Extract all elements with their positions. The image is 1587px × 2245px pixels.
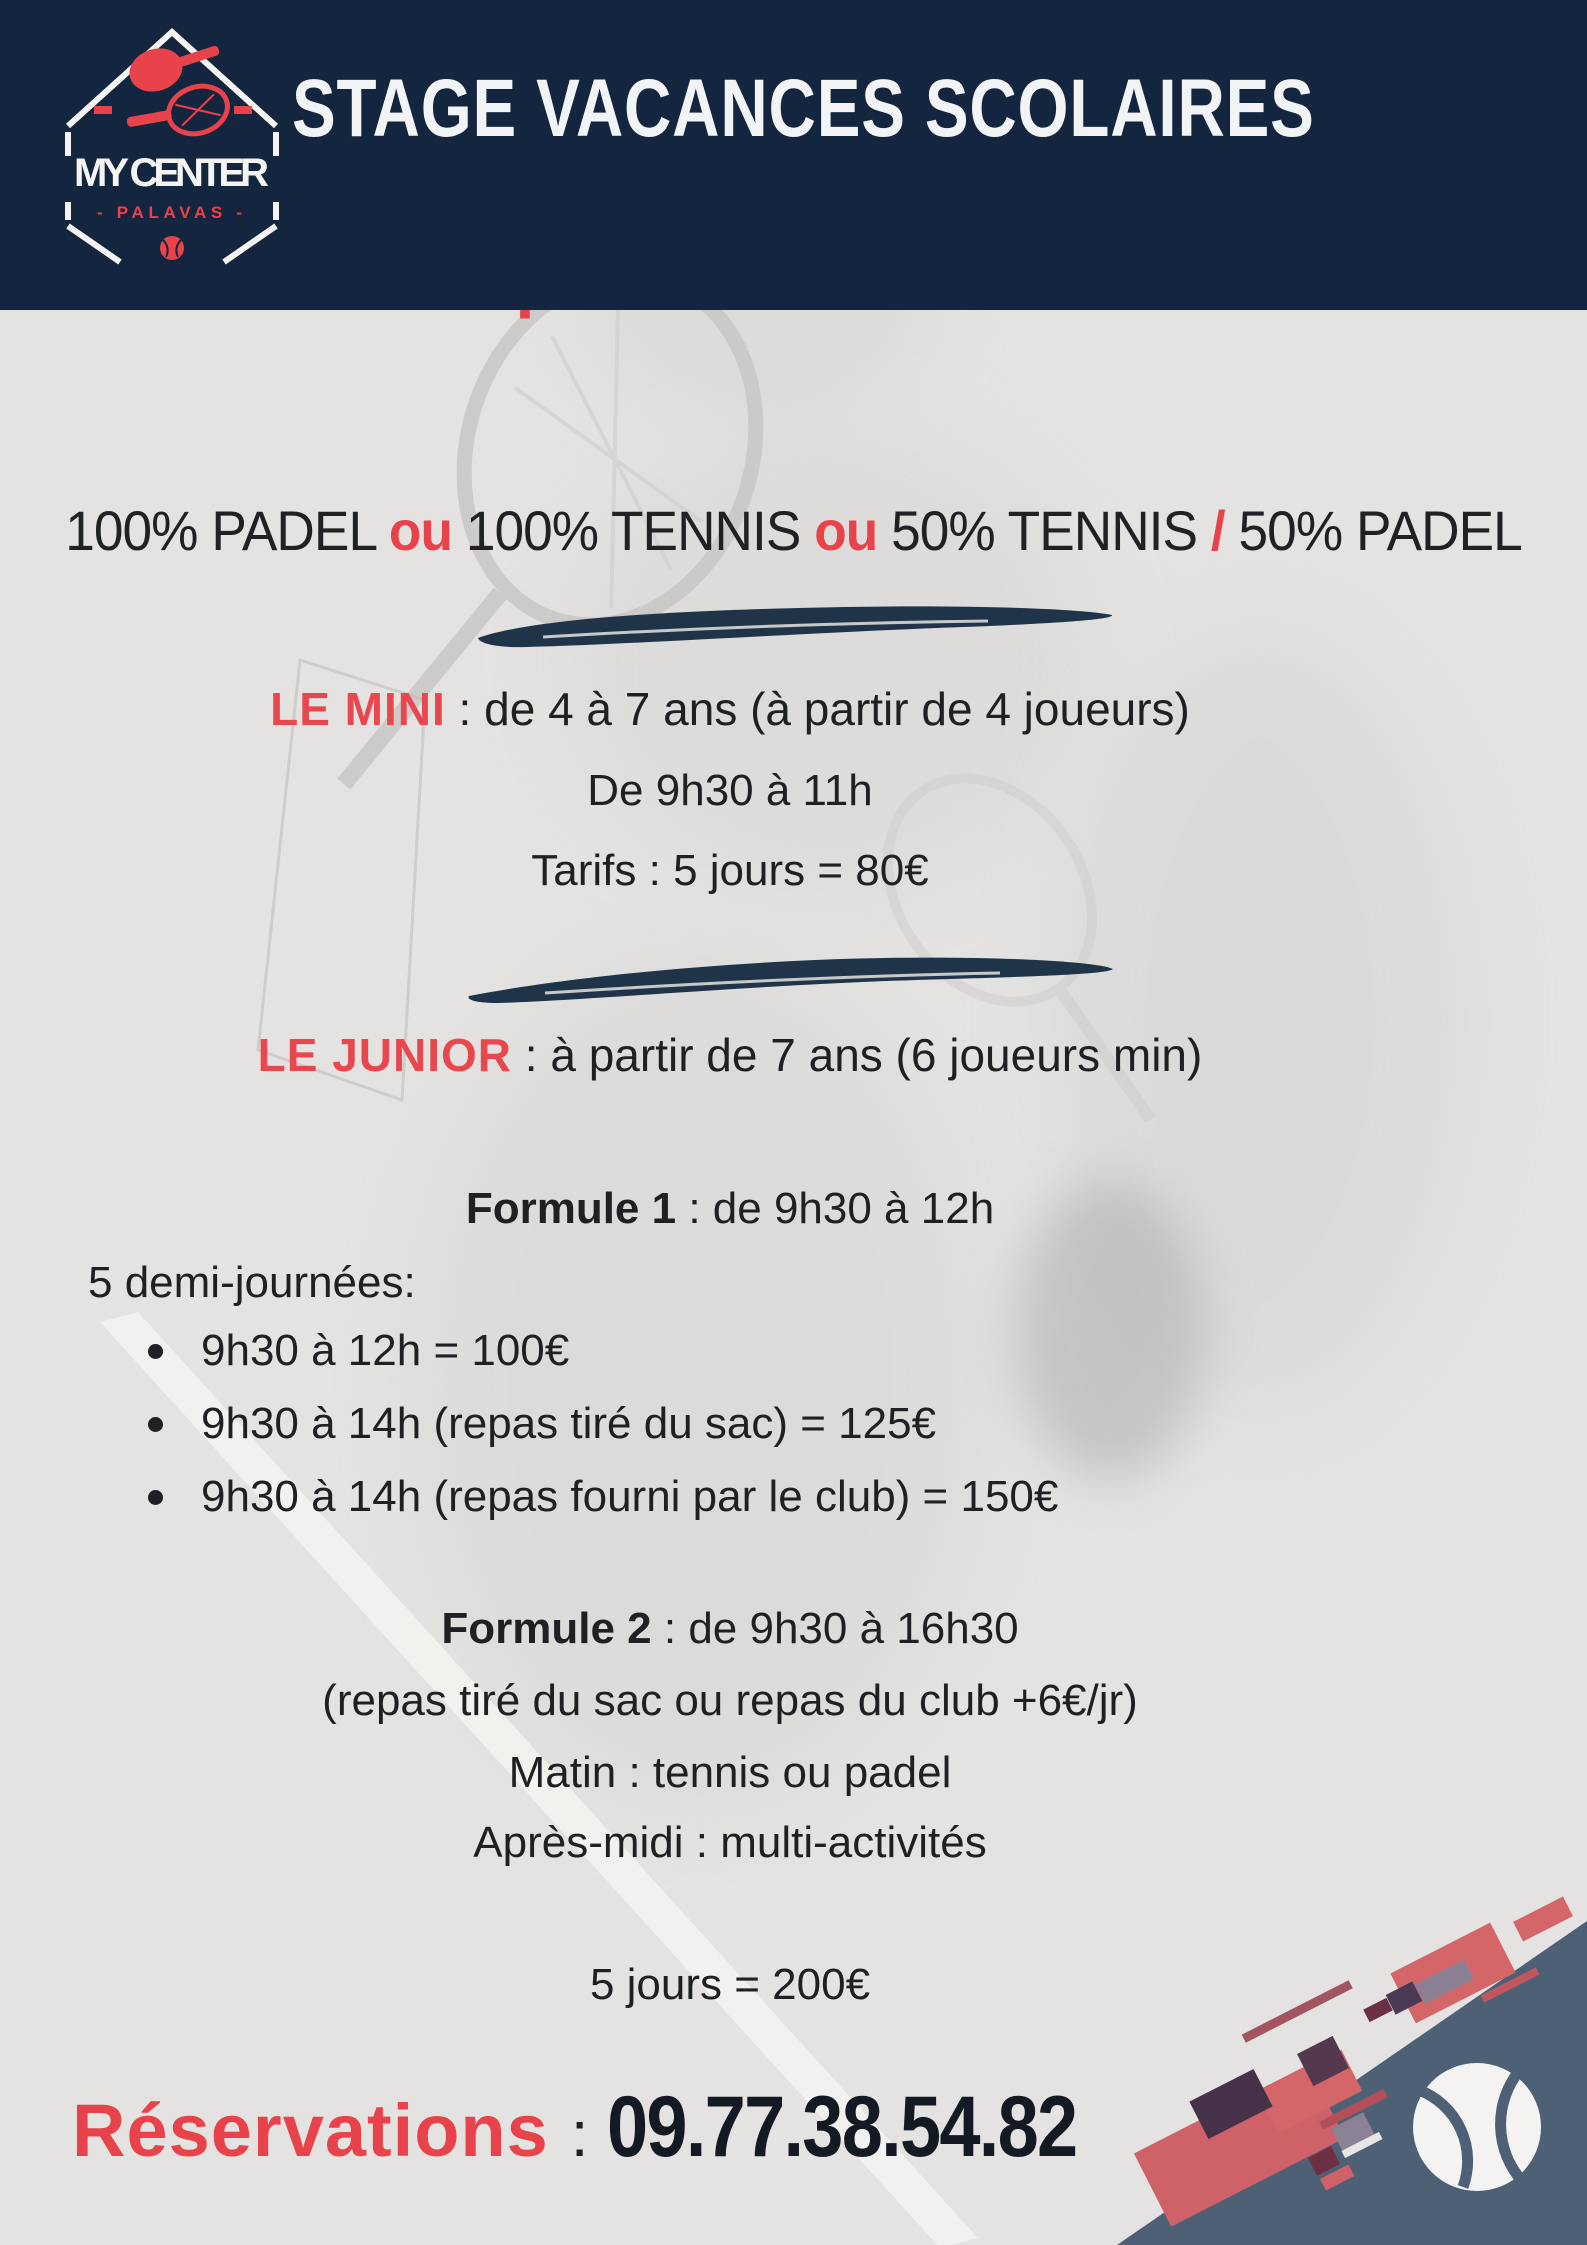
bullet-text: 9h30 à 14h (repas fourni par le club) = 150€	[201, 1472, 1059, 1521]
option-or-1: ou	[388, 499, 453, 562]
bullet-text: 9h30 à 14h (repas tiré du sac) = 125€	[201, 1399, 937, 1448]
formule2-price: 5 jours = 200€	[589, 1960, 871, 2009]
tennis-ball-icon	[1413, 2063, 1541, 2191]
option-tennis-50: 50% TENNIS	[877, 499, 1211, 562]
option-padel-100: 100% PADEL	[65, 499, 389, 562]
bullet-icon	[148, 1490, 163, 1505]
mini-price: Tarifs : 5 jours = 80€	[531, 846, 929, 895]
reservations-phone: 09.77.38.54.82	[606, 2079, 1077, 2175]
poster-title: STAGE VACANCES SCOLAIRES	[292, 63, 1315, 154]
junior-desc: : à partir de 7 ans (6 joueurs min)	[512, 1029, 1203, 1081]
formule1-intro: 5 demi-journées:	[88, 1258, 416, 1307]
brush-divider	[468, 596, 1120, 654]
formule2-desc: : de 9h30 à 16h30	[651, 1604, 1019, 1653]
padel-rackets-icon	[94, 30, 252, 154]
reservations-separator: :	[570, 2098, 589, 2170]
mini-section-line	[0, 682, 1460, 736]
list-item	[148, 1472, 1058, 1522]
mini-label: LE MINI	[270, 683, 446, 735]
option-padel-50: 50% PADEL	[1224, 499, 1522, 562]
logo-place-text: - PALAVAS -	[97, 203, 247, 222]
mini-schedule: De 9h30 à 11h	[587, 766, 873, 815]
tennis-ball-small-icon	[160, 236, 184, 260]
junior-section-line	[0, 1028, 1460, 1082]
logo-name-text: MY CENTER	[74, 151, 270, 195]
formule1-desc: : de 9h30 à 12h	[676, 1184, 995, 1233]
formule2-note: (repas tiré du sac ou repas du club +6€/jr)	[322, 1676, 1138, 1725]
sports-options-line	[40, 498, 1548, 563]
my-center-logo	[50, 14, 294, 298]
formule2-morning: Matin : tennis ou padel	[508, 1748, 952, 1797]
bullet-icon	[148, 1417, 163, 1432]
formule2-label: Formule 2	[441, 1604, 652, 1653]
bullet-text: 9h30 à 12h = 100€	[201, 1326, 570, 1375]
junior-label: LE JUNIOR	[257, 1029, 513, 1081]
list-item	[148, 1326, 569, 1376]
formule2-line	[0, 1604, 1460, 1654]
formule2-afternoon: Après-midi : multi-activités	[473, 1818, 987, 1867]
list-item	[148, 1399, 936, 1449]
option-tennis-100: 100% TENNIS	[452, 499, 815, 562]
option-slash: /	[1210, 499, 1225, 562]
formule1-line	[0, 1184, 1460, 1234]
bullet-icon	[148, 1344, 163, 1359]
option-or-2: ou	[814, 499, 878, 562]
mini-desc: : de 4 à 7 ans (à partir de 4 joueurs)	[445, 683, 1190, 735]
header-banner	[0, 0, 1587, 310]
reservations-label: Réservations	[72, 2089, 549, 2172]
brush-divider	[455, 946, 1123, 1008]
formule1-label: Formule 1	[465, 1184, 677, 1233]
reservations-line	[72, 2078, 1152, 2177]
